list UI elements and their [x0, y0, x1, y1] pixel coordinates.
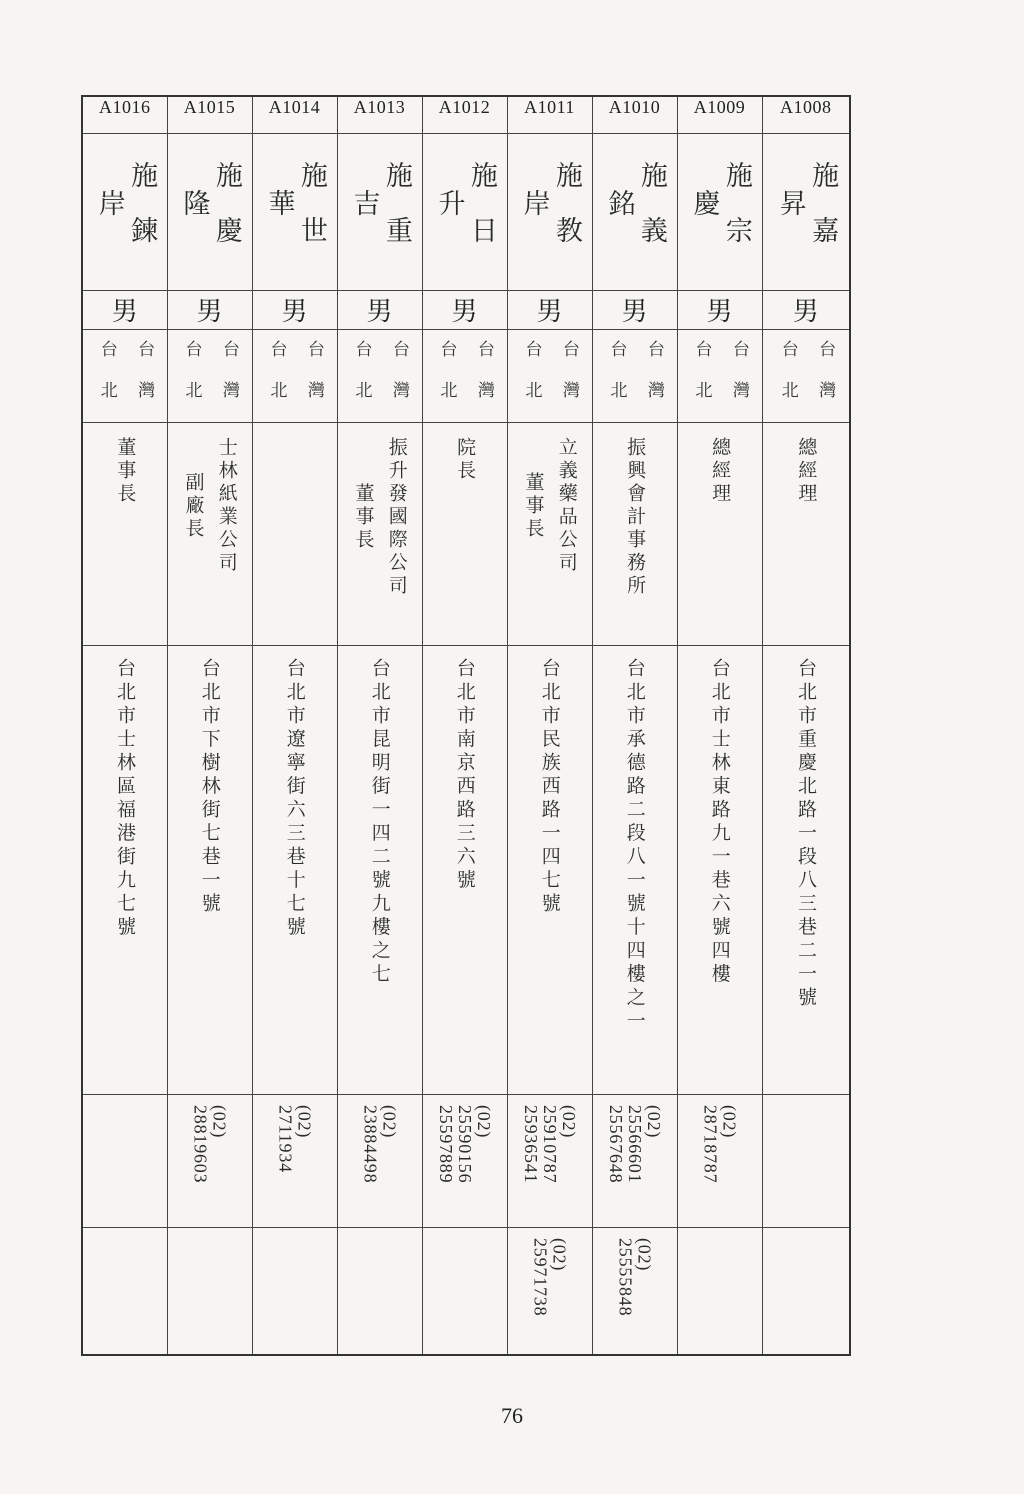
fax-cell — [167, 1228, 252, 1356]
address-cell — [762, 646, 850, 1095]
gender-row — [82, 291, 850, 330]
birthplace-cell — [592, 330, 677, 423]
id-cell: A1008 — [762, 96, 850, 134]
gender-cell: 男 — [507, 291, 592, 330]
job-title: 士林紙業公司 副廠長 — [182, 437, 238, 575]
title-cell — [167, 423, 252, 646]
gender-cell: 男 — [167, 291, 252, 330]
title-cell — [592, 423, 677, 646]
gender-cell: 男 — [422, 291, 507, 330]
name-cell — [82, 134, 167, 291]
title-cell — [337, 423, 422, 646]
birthplace-cell — [422, 330, 507, 423]
birthplace-text: 台灣 台北 — [606, 340, 664, 422]
birthplace-text: 台灣 台北 — [521, 340, 579, 422]
birthplace-cell — [762, 330, 850, 423]
address-cell — [422, 646, 507, 1095]
address-text: 台北市下樹林街七巷一號 — [198, 658, 221, 917]
phone-row — [82, 1095, 850, 1228]
person-name: 施義銘 — [603, 161, 667, 271]
roster-table — [81, 95, 851, 1356]
id-cell: A1015 — [167, 96, 252, 134]
job-title: 總經理 — [795, 437, 818, 506]
person-name: 施日升 — [433, 161, 497, 271]
address-cell — [592, 646, 677, 1095]
address-text: 台北市士林東路九一巷六號四樓 — [708, 658, 731, 987]
title-cell — [677, 423, 762, 646]
job-title: 振興會計事務所 — [624, 437, 647, 598]
phone-text: (02) 28718787 — [700, 1105, 740, 1184]
birthplace-cell — [337, 330, 422, 423]
job-title: 總經理 — [709, 437, 732, 506]
gender-cell: 男 — [677, 291, 762, 330]
fax-cell — [592, 1228, 677, 1356]
fax-text: (02) 25971738 — [530, 1238, 570, 1317]
fax-text: (02) 25555848 — [615, 1238, 655, 1317]
title-cell — [82, 423, 167, 646]
address-text: 台北市士林區福港街九七號 — [114, 658, 137, 940]
birthplace-row — [82, 330, 850, 423]
gender-cell: 男 — [762, 291, 850, 330]
title-cell — [762, 423, 850, 646]
address-cell — [167, 646, 252, 1095]
phone-cell — [422, 1095, 507, 1228]
phone-text: (02) 25590156 25597889 — [436, 1105, 494, 1184]
gender-cell: 男 — [82, 291, 167, 330]
person-name: 施重吉 — [348, 161, 412, 271]
birthplace-cell — [677, 330, 762, 423]
person-name: 施教岸 — [518, 161, 582, 271]
address-row — [82, 646, 850, 1095]
id-cell: A1014 — [252, 96, 337, 134]
phone-text: (02) 25910787 25936541 — [521, 1105, 579, 1184]
job-title: 院長 — [454, 437, 477, 483]
job-title: 立義藥品公司 董事長 — [522, 437, 578, 575]
phone-cell — [82, 1095, 167, 1228]
phone-text: (02) 2711934 — [275, 1105, 315, 1173]
address-cell — [252, 646, 337, 1095]
id-cell: A1013 — [337, 96, 422, 134]
phone-text: (02) 25566601 25567648 — [606, 1105, 664, 1184]
address-text: 台北市遼寧街六三巷十七號 — [283, 658, 306, 940]
address-text: 台北市民族西路一四七號 — [538, 658, 561, 917]
address-text: 台北市重慶北路一段八三巷二一號 — [795, 658, 818, 1011]
birthplace-text: 台灣 台北 — [351, 340, 409, 422]
job-title: 董事長 — [114, 437, 137, 506]
address-text: 台北市承德路二段八一號十四樓之一 — [623, 658, 646, 1034]
phone-cell — [762, 1095, 850, 1228]
fax-cell — [762, 1228, 850, 1356]
title-cell — [422, 423, 507, 646]
name-cell — [167, 134, 252, 291]
id-cell: A1012 — [422, 96, 507, 134]
fax-cell — [337, 1228, 422, 1356]
phone-cell — [507, 1095, 592, 1228]
address-text: 台北市昆明街一四二號九樓之七 — [368, 658, 391, 987]
person-name: 施宗慶 — [688, 161, 752, 271]
id-row — [82, 96, 850, 134]
id-cell: A1010 — [592, 96, 677, 134]
phone-cell — [677, 1095, 762, 1228]
phone-text: (02) 2881960З — [190, 1105, 230, 1184]
phone-cell — [252, 1095, 337, 1228]
name-cell — [762, 134, 850, 291]
page-number: 76 — [501, 1403, 523, 1428]
birthplace-text: 台灣 台北 — [266, 340, 324, 422]
name-row — [82, 134, 850, 291]
name-cell — [337, 134, 422, 291]
name-cell — [592, 134, 677, 291]
address-text: 台北市南京西路三六號 — [453, 658, 476, 893]
birthplace-cell — [167, 330, 252, 423]
title-cell — [252, 423, 337, 646]
birthplace-text: 台灣 台北 — [436, 340, 494, 422]
phone-cell — [592, 1095, 677, 1228]
birthplace-cell — [507, 330, 592, 423]
birthplace-text: 台灣 台北 — [181, 340, 239, 422]
fax-cell — [422, 1228, 507, 1356]
phone-cell — [167, 1095, 252, 1228]
birthplace-text: 台灣 台北 — [777, 340, 836, 422]
gender-cell: 男 — [337, 291, 422, 330]
id-cell: A1009 — [677, 96, 762, 134]
phone-cell — [337, 1095, 422, 1228]
gender-cell: 男 — [592, 291, 677, 330]
fax-cell — [252, 1228, 337, 1356]
fax-cell — [82, 1228, 167, 1356]
birthplace-cell — [82, 330, 167, 423]
fax-row — [82, 1228, 850, 1356]
id-cell: A1016 — [82, 96, 167, 134]
person-name: 施嘉昇 — [774, 161, 839, 271]
name-cell — [252, 134, 337, 291]
fax-cell — [507, 1228, 592, 1356]
person-name: 施世華 — [263, 161, 327, 271]
title-cell — [507, 423, 592, 646]
name-cell — [677, 134, 762, 291]
job-title: 振升發國際公司 董事長 — [352, 437, 408, 598]
birthplace-text: 台灣 台北 — [691, 340, 749, 422]
birthplace-cell — [252, 330, 337, 423]
fax-cell — [677, 1228, 762, 1356]
address-cell — [507, 646, 592, 1095]
name-cell — [422, 134, 507, 291]
address-cell — [677, 646, 762, 1095]
id-cell: A1011 — [507, 96, 592, 134]
birthplace-text: 台灣 台北 — [96, 340, 155, 422]
title-row — [82, 423, 850, 646]
person-name: 施鍊岸 — [93, 161, 158, 271]
address-cell — [337, 646, 422, 1095]
name-cell — [507, 134, 592, 291]
phone-text: (02) 23884498 — [360, 1105, 400, 1184]
gender-cell: 男 — [252, 291, 337, 330]
address-cell — [82, 646, 167, 1095]
person-name: 施慶隆 — [178, 161, 242, 271]
